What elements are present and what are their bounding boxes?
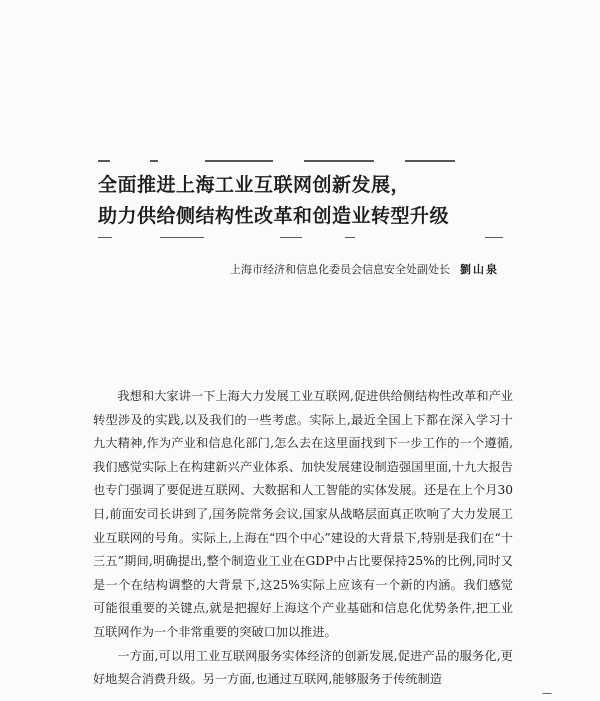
author-name: 劉山泉	[460, 263, 499, 276]
body-paragraph-1: 我想和大家讲一下上海大力发展工业互联网,促进供给侧结构性改革和产业转型涉及的实践,以及我们的一些考虑。实际上,最近全国上下都在深入学习十九大精神,作为产业和信息化部门,怎么去在这里面找到下一步工作的一个遵循,我们感觉实际上在构建新兴产业体系、加快发展建设制造强国里面,十九大报告也专门强调了要促进互联网、大数据和人工智能的实体发展。还是在上个月30日,前面安司长讲到了,国务院常务会议,国家从战略层面真正吹响了大力发展工业互联网的号角。实际上,上海在“四个中心”建设的大背景下,特别是我们在“十三五”期间,明确提出,整个制造业工业在GDP中占比要保持25%的比例,同时又是一个在结构调整的大背景下,这25%实际上应该有一个新的内涵。我们感觉可能很重要的关键点,就是把握好上海这个产业基础和信息化优势条件,把工业互联网作为一个非常重要的突破口加以推进。	[93, 389, 513, 639]
title-bottom-rule-5	[485, 237, 503, 238]
title-top-rule-4	[304, 160, 374, 162]
article-title-line-1: 全面推进上海工业互联网创新发展，	[98, 174, 411, 196]
title-bottom-rule-1	[98, 237, 112, 238]
title-top-rule-2	[150, 160, 158, 162]
article-body	[93, 385, 513, 692]
author-role: 上海市经济和信息化委员会信息安全处副处长	[230, 263, 450, 276]
title-bottom-rule-2	[160, 237, 204, 238]
author-byline	[230, 262, 530, 278]
article-title-line-2: 助力供给侧结构性改革和创造业转型升级	[98, 205, 450, 227]
title-top-rule-5	[405, 160, 455, 162]
title-bottom-rule-4	[345, 237, 355, 238]
body-paragraph-2: 一方面,可以用工业互联网服务实体经济的创新发展,促进产品的服务化,更好地契合消费升级。另一方面,也通过互联网,能够服务于传统制造	[93, 648, 513, 687]
title-top-rule-1	[98, 160, 110, 162]
title-bottom-rule-3	[280, 237, 302, 238]
title-top-rule-3	[205, 160, 273, 162]
page-edge-mark: —	[542, 688, 552, 699]
